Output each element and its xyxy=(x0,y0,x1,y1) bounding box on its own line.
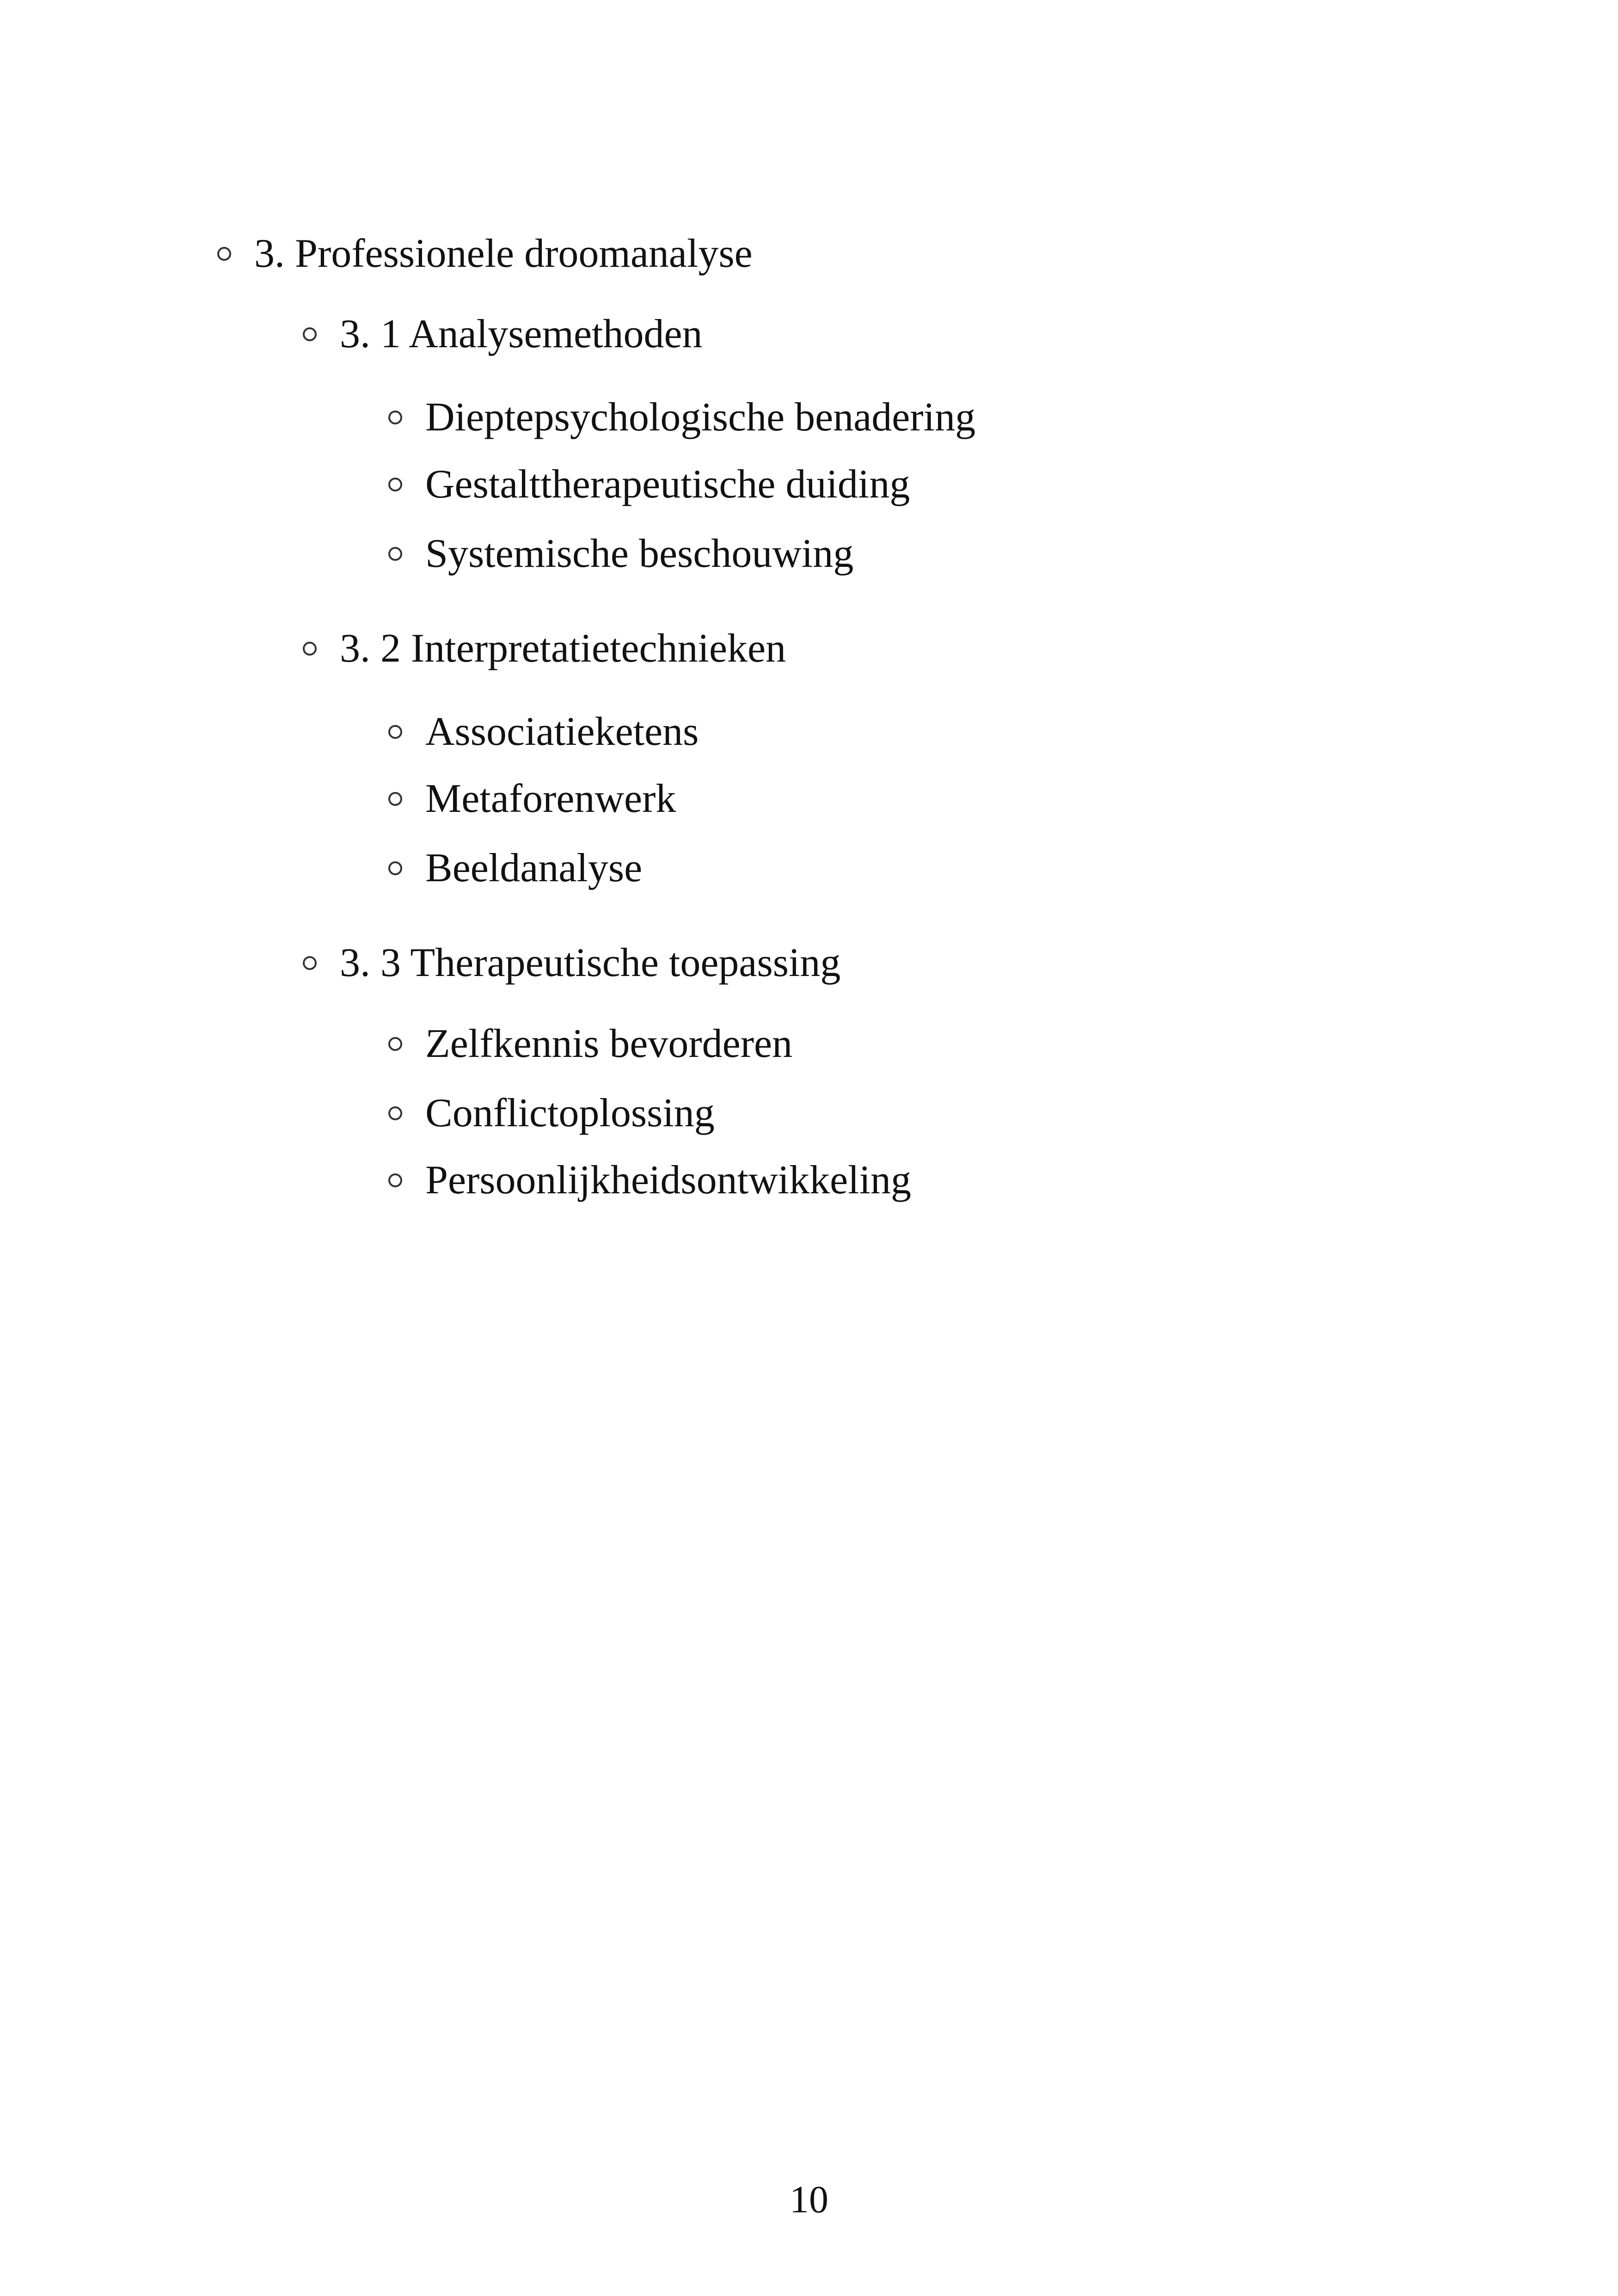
page-number: 10 xyxy=(790,2178,828,2221)
subsection-heading: 3. 1 Analysemethoden xyxy=(340,312,703,356)
list-item xyxy=(388,1155,911,1206)
list-item xyxy=(388,528,853,579)
hollow-circle-bullet-icon xyxy=(303,642,317,656)
list-item xyxy=(388,1019,792,1069)
hollow-circle-bullet-icon xyxy=(388,478,402,491)
list-item-subsection-3-1 xyxy=(303,309,703,360)
hollow-circle-bullet-icon xyxy=(388,1173,402,1187)
list-item-label: Persoonlijkheidsontwikkeling xyxy=(425,1158,912,1203)
list-item-label: Conflictoplossing xyxy=(425,1091,715,1136)
hollow-circle-bullet-icon xyxy=(217,247,231,261)
list-item-label: Gestalttherapeutische duiding xyxy=(425,462,910,507)
list-item xyxy=(388,843,642,894)
list-item xyxy=(388,459,910,510)
hollow-circle-bullet-icon xyxy=(388,725,402,739)
hollow-circle-bullet-icon xyxy=(388,411,402,424)
list-item-subsection-3-3 xyxy=(303,938,840,988)
section-heading: 3. Professionele droomanalyse xyxy=(254,231,753,276)
hollow-circle-bullet-icon xyxy=(303,327,317,341)
hollow-circle-bullet-icon xyxy=(303,956,317,970)
list-item-label: Systemische beschouwing xyxy=(425,531,854,576)
list-item-section-3 xyxy=(217,228,753,279)
list-item xyxy=(388,706,699,757)
list-item-label: Dieptepsychologische benadering xyxy=(425,395,976,440)
list-item-label: Metaforenwerk xyxy=(425,776,676,821)
list-item xyxy=(388,774,676,824)
hollow-circle-bullet-icon xyxy=(388,861,402,875)
list-item-label: Associatieketens xyxy=(425,709,699,754)
list-item-subsection-3-2 xyxy=(303,623,786,674)
list-item xyxy=(388,392,975,443)
hollow-circle-bullet-icon xyxy=(388,1106,402,1120)
list-item-label: Beeldanalyse xyxy=(425,846,643,890)
hollow-circle-bullet-icon xyxy=(388,792,402,806)
subsection-heading: 3. 3 Therapeutische toepassing xyxy=(340,940,841,985)
subsection-heading: 3. 2 Interpretatietechnieken xyxy=(340,626,786,671)
hollow-circle-bullet-icon xyxy=(388,1037,402,1051)
list-item xyxy=(388,1088,715,1139)
hollow-circle-bullet-icon xyxy=(388,547,402,561)
list-item-label: Zelfkennis bevorderen xyxy=(425,1021,793,1066)
